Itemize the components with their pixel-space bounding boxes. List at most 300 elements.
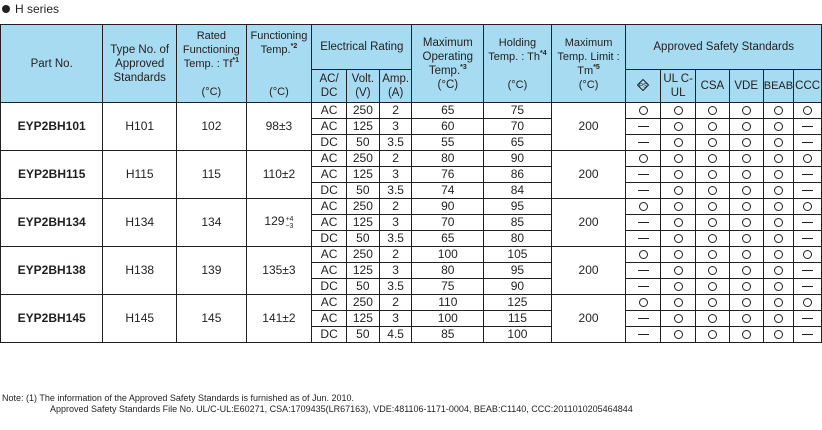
header-electrical-rating: Electrical Rating <box>312 25 412 70</box>
approved-circle-icon <box>774 282 783 291</box>
std-vde-cell <box>729 311 763 327</box>
header-std-ccc: CCC <box>794 70 822 103</box>
volt-cell: 125 <box>346 263 379 279</box>
approved-circle-icon <box>674 186 683 195</box>
header-std-beab: BEAB <box>763 70 794 103</box>
acdc-cell: AC <box>312 263 347 279</box>
header-amp: Amp. (A) <box>379 70 412 103</box>
header-part-no: Part No. <box>1 25 103 103</box>
header-type-no: Type No. of Approved Standards <box>103 25 177 103</box>
std-ul-cell <box>661 263 696 279</box>
max-temp-limit-cell: 200 <box>551 151 626 199</box>
approved-circle-icon <box>708 106 717 115</box>
std-ccc-cell <box>794 199 822 215</box>
approved-circle-icon <box>742 250 751 259</box>
not-approved-dash-icon <box>802 318 813 319</box>
std-pse-cell <box>626 103 661 119</box>
not-approved-dash-icon <box>802 190 813 191</box>
holding-temp-cell: 86 <box>484 167 552 183</box>
std-ul-cell <box>661 247 696 263</box>
spec-table <box>0 24 822 343</box>
holding-temp-cell: 100 <box>484 327 552 343</box>
tolerance-minus: −3 <box>285 223 294 230</box>
approved-circle-icon <box>674 202 683 211</box>
std-pse-cell <box>626 311 661 327</box>
approved-circle-icon <box>774 154 783 163</box>
approved-circle-icon <box>742 330 751 339</box>
amp-cell: 3 <box>379 215 412 231</box>
approved-circle-icon <box>742 234 751 243</box>
std-pse-cell <box>626 199 661 215</box>
header-std-pse <box>626 70 661 103</box>
std-pse-cell <box>626 295 661 311</box>
approved-circle-icon <box>674 154 683 163</box>
type-no-cell: H101 <box>103 103 177 151</box>
approved-circle-icon <box>708 314 717 323</box>
std-ccc-cell <box>794 119 822 135</box>
max-operating-temp-cell: 100 <box>412 311 484 327</box>
max-operating-temp-cell: 110 <box>412 295 484 311</box>
amp-cell: 3.5 <box>379 279 412 295</box>
bullet-icon <box>2 5 10 13</box>
not-approved-dash-icon <box>802 174 813 175</box>
approved-circle-icon <box>774 314 783 323</box>
std-vde-cell <box>729 327 763 343</box>
approved-circle-icon <box>803 250 812 259</box>
part-no-cell: EYP2BH145 <box>1 295 103 343</box>
std-csa-cell <box>696 183 730 199</box>
volt-cell: 250 <box>346 295 379 311</box>
amp-cell: 3 <box>379 119 412 135</box>
std-ccc-cell <box>794 183 822 199</box>
functioning-temp-value: 135±3 <box>262 263 296 277</box>
rated-temp-cell: 134 <box>177 199 247 247</box>
std-beab-cell <box>763 263 794 279</box>
volt-cell: 250 <box>346 103 379 119</box>
approved-circle-icon <box>708 266 717 275</box>
std-csa-cell <box>696 151 730 167</box>
holding-temp-cell: 125 <box>484 295 552 311</box>
std-csa-cell <box>696 247 730 263</box>
approved-circle-icon <box>742 170 751 179</box>
approved-circle-icon <box>774 330 783 339</box>
volt-cell: 125 <box>346 119 379 135</box>
acdc-cell: AC <box>312 151 347 167</box>
holding-temp-cell: 95 <box>484 199 552 215</box>
holding-temp-cell: 70 <box>484 119 552 135</box>
std-pse-cell <box>626 279 661 295</box>
part-no-cell: EYP2BH101 <box>1 103 103 151</box>
table-body <box>1 103 822 343</box>
approved-circle-icon <box>708 138 717 147</box>
rated-temp-cell: 145 <box>177 295 247 343</box>
std-pse-cell <box>626 167 661 183</box>
std-ul-cell <box>661 311 696 327</box>
acdc-cell: DC <box>312 231 347 247</box>
approved-circle-icon <box>774 234 783 243</box>
acdc-cell: DC <box>312 279 347 295</box>
std-ccc-cell <box>794 135 822 151</box>
not-approved-dash-icon <box>802 270 813 271</box>
std-ul-cell <box>661 119 696 135</box>
std-ccc-cell <box>794 167 822 183</box>
max-temp-limit-cell: 200 <box>551 247 626 295</box>
functioning-temp-cell <box>246 199 312 247</box>
std-vde-cell <box>729 183 763 199</box>
approved-circle-icon <box>742 218 751 227</box>
not-approved-dash-icon <box>638 174 649 175</box>
table-row <box>1 151 822 167</box>
std-csa-cell <box>696 215 730 231</box>
std-ccc-cell <box>794 263 822 279</box>
approved-circle-icon <box>639 298 648 307</box>
max-operating-temp-cell: 65 <box>412 231 484 247</box>
header-rated-temp: Rated Functioning Temp. : Tf$^{*1}$ (°C) <box>177 25 247 103</box>
holding-temp-cell: 75 <box>484 103 552 119</box>
approved-circle-icon <box>708 298 717 307</box>
approved-circle-icon <box>803 202 812 211</box>
std-vde-cell <box>729 215 763 231</box>
not-approved-dash-icon <box>638 142 649 143</box>
rated-temp-cell: 102 <box>177 103 247 151</box>
not-approved-dash-icon <box>802 334 813 335</box>
holding-temp-cell: 90 <box>484 151 552 167</box>
std-beab-cell <box>763 215 794 231</box>
std-vde-cell <box>729 103 763 119</box>
table-row <box>1 247 822 263</box>
std-beab-cell <box>763 135 794 151</box>
std-ccc-cell <box>794 279 822 295</box>
volt-cell: 125 <box>346 311 379 327</box>
amp-cell: 4.5 <box>379 327 412 343</box>
table-row <box>1 199 822 215</box>
amp-cell: 3.5 <box>379 183 412 199</box>
approved-circle-icon <box>742 138 751 147</box>
volt-cell: 50 <box>346 231 379 247</box>
header-functioning-temp: Functioning Temp.$^{*2}$ (°C) <box>246 25 312 103</box>
approved-circle-icon <box>742 186 751 195</box>
approved-circle-icon <box>774 170 783 179</box>
std-ul-cell <box>661 103 696 119</box>
holding-temp-cell: 80 <box>484 231 552 247</box>
volt-cell: 250 <box>346 247 379 263</box>
approved-circle-icon <box>708 330 717 339</box>
std-ul-cell <box>661 199 696 215</box>
volt-cell: 250 <box>346 151 379 167</box>
max-operating-temp-cell: 65 <box>412 103 484 119</box>
acdc-cell: AC <box>312 215 347 231</box>
acdc-cell: DC <box>312 327 347 343</box>
acdc-cell: AC <box>312 295 347 311</box>
rated-temp-cell: 115 <box>177 151 247 199</box>
approved-circle-icon <box>742 298 751 307</box>
std-pse-cell <box>626 119 661 135</box>
type-no-cell: H134 <box>103 199 177 247</box>
approved-circle-icon <box>774 138 783 147</box>
max-temp-limit-cell: 200 <box>551 199 626 247</box>
functioning-temp-value: 110±2 <box>262 167 296 181</box>
amp-cell: 3 <box>379 311 412 327</box>
approved-circle-icon <box>708 250 717 259</box>
approved-circle-icon <box>708 122 717 131</box>
approved-circle-icon <box>742 122 751 131</box>
std-ccc-cell <box>794 215 822 231</box>
std-beab-cell <box>763 119 794 135</box>
std-pse-cell <box>626 247 661 263</box>
approved-circle-icon <box>774 202 783 211</box>
not-approved-dash-icon <box>638 238 649 239</box>
acdc-cell: AC <box>312 119 347 135</box>
std-ccc-cell <box>794 103 822 119</box>
std-ul-cell <box>661 279 696 295</box>
acdc-cell: AC <box>312 103 347 119</box>
std-ul-cell <box>661 135 696 151</box>
approved-circle-icon <box>674 170 683 179</box>
std-ccc-cell <box>794 247 822 263</box>
holding-temp-cell: 115 <box>484 311 552 327</box>
approved-circle-icon <box>774 186 783 195</box>
approved-circle-icon <box>708 282 717 291</box>
std-beab-cell <box>763 183 794 199</box>
approved-circle-icon <box>674 282 683 291</box>
approved-circle-icon <box>708 170 717 179</box>
rated-temp-cell: 139 <box>177 247 247 295</box>
std-csa-cell <box>696 231 730 247</box>
approved-circle-icon <box>774 298 783 307</box>
not-approved-dash-icon <box>638 334 649 335</box>
not-approved-dash-icon <box>638 270 649 271</box>
volt-cell: 125 <box>346 215 379 231</box>
std-ul-cell <box>661 167 696 183</box>
std-pse-cell <box>626 327 661 343</box>
volt-cell: 50 <box>346 183 379 199</box>
holding-temp-cell: 65 <box>484 135 552 151</box>
series-title-text: H series <box>15 2 60 16</box>
amp-cell: 3.5 <box>379 231 412 247</box>
std-pse-cell <box>626 263 661 279</box>
functioning-temp-cell <box>246 151 312 199</box>
series-title <box>2 2 59 16</box>
acdc-cell: DC <box>312 135 347 151</box>
volt-cell: 250 <box>346 199 379 215</box>
std-pse-cell <box>626 135 661 151</box>
std-ccc-cell <box>794 231 822 247</box>
std-ul-cell <box>661 327 696 343</box>
std-vde-cell <box>729 247 763 263</box>
std-vde-cell <box>729 263 763 279</box>
header-approved-standards: Approved Safety Standards <box>626 25 822 70</box>
std-pse-cell <box>626 151 661 167</box>
acdc-cell: AC <box>312 199 347 215</box>
max-operating-temp-cell: 90 <box>412 199 484 215</box>
functioning-temp-value: 141±2 <box>262 311 296 325</box>
footnote <box>2 393 633 415</box>
std-beab-cell <box>763 231 794 247</box>
not-approved-dash-icon <box>638 126 649 127</box>
std-beab-cell <box>763 295 794 311</box>
std-pse-cell <box>626 231 661 247</box>
type-no-cell: H115 <box>103 151 177 199</box>
std-csa-cell <box>696 279 730 295</box>
footnote-line-2: Approved Safety Standards File No. UL/C-UL:E60271, CSA:1709435(LR67163), VDE:481106-1171-0004, BEAB:C1140, CCC:2011010205464844 <box>50 404 633 414</box>
approved-circle-icon <box>708 154 717 163</box>
amp-cell: 3.5 <box>379 135 412 151</box>
volt-cell: 50 <box>346 135 379 151</box>
approved-circle-icon <box>742 106 751 115</box>
std-ul-cell <box>661 151 696 167</box>
approved-circle-icon <box>803 154 812 163</box>
std-beab-cell <box>763 311 794 327</box>
approved-circle-icon <box>639 202 648 211</box>
svg-text:PS: PS <box>639 83 648 90</box>
std-ul-cell <box>661 231 696 247</box>
amp-cell: 2 <box>379 247 412 263</box>
std-beab-cell <box>763 279 794 295</box>
std-beab-cell <box>763 167 794 183</box>
part-no-cell: EYP2BH134 <box>1 199 103 247</box>
acdc-cell: AC <box>312 247 347 263</box>
approved-circle-icon <box>742 154 751 163</box>
approved-circle-icon <box>774 266 783 275</box>
approved-circle-icon <box>803 106 812 115</box>
std-csa-cell <box>696 103 730 119</box>
amp-cell: 2 <box>379 103 412 119</box>
tolerance-plus: +4 <box>285 216 294 223</box>
amp-cell: 3 <box>379 167 412 183</box>
not-approved-dash-icon <box>802 286 813 287</box>
std-vde-cell <box>729 295 763 311</box>
amp-cell: 2 <box>379 151 412 167</box>
header-max-operating-temp: Maximum Operating Temp.$^{*3}$ (°C) <box>412 25 484 103</box>
approved-circle-icon <box>674 122 683 131</box>
part-no-cell: EYP2BH138 <box>1 247 103 295</box>
volt-cell: 125 <box>346 167 379 183</box>
max-operating-temp-cell: 55 <box>412 135 484 151</box>
volt-cell: 50 <box>346 279 379 295</box>
header-max-temp-limit: Maximum Temp. Limit : Tm$^{*5}$ (°C) <box>551 25 626 103</box>
max-operating-temp-cell: 75 <box>412 279 484 295</box>
std-vde-cell <box>729 199 763 215</box>
max-operating-temp-cell: 74 <box>412 183 484 199</box>
std-vde-cell <box>729 135 763 151</box>
approved-circle-icon <box>774 218 783 227</box>
max-temp-limit-cell: 200 <box>551 103 626 151</box>
max-operating-temp-cell: 80 <box>412 151 484 167</box>
header-volt: Volt. (V) <box>346 70 379 103</box>
std-beab-cell <box>763 199 794 215</box>
std-ul-cell <box>661 215 696 231</box>
not-approved-dash-icon <box>802 238 813 239</box>
amp-cell: 2 <box>379 199 412 215</box>
holding-temp-cell: 85 <box>484 215 552 231</box>
approved-circle-icon <box>674 234 683 243</box>
not-approved-dash-icon <box>802 222 813 223</box>
max-operating-temp-cell: 100 <box>412 247 484 263</box>
not-approved-dash-icon <box>638 222 649 223</box>
approved-circle-icon <box>742 282 751 291</box>
std-ccc-cell <box>794 151 822 167</box>
approved-circle-icon <box>742 314 751 323</box>
approved-circle-icon <box>774 122 783 131</box>
std-vde-cell <box>729 151 763 167</box>
approved-circle-icon <box>674 266 683 275</box>
header-acdc: AC/ DC <box>312 70 347 103</box>
std-csa-cell <box>696 263 730 279</box>
std-csa-cell <box>696 311 730 327</box>
functioning-temp-value: 98±3 <box>265 119 293 133</box>
approved-circle-icon <box>803 298 812 307</box>
std-pse-cell <box>626 215 661 231</box>
std-csa-cell <box>696 199 730 215</box>
approved-circle-icon <box>674 218 683 227</box>
std-beab-cell <box>763 103 794 119</box>
amp-cell: 2 <box>379 295 412 311</box>
type-no-cell: H145 <box>103 295 177 343</box>
holding-temp-cell: 84 <box>484 183 552 199</box>
std-csa-cell <box>696 119 730 135</box>
approved-circle-icon <box>674 106 683 115</box>
std-ccc-cell <box>794 295 822 311</box>
std-beab-cell <box>763 151 794 167</box>
type-no-cell: H138 <box>103 247 177 295</box>
max-operating-temp-cell: 85 <box>412 327 484 343</box>
approved-circle-icon <box>639 154 648 163</box>
approved-circle-icon <box>774 106 783 115</box>
header-std-vde: VDE <box>729 70 763 103</box>
not-approved-dash-icon <box>802 142 813 143</box>
acdc-cell: AC <box>312 311 347 327</box>
approved-circle-icon <box>708 186 717 195</box>
std-csa-cell <box>696 135 730 151</box>
table-row <box>1 295 822 311</box>
functioning-temp-cell <box>246 103 312 151</box>
approved-circle-icon <box>674 298 683 307</box>
not-approved-dash-icon <box>638 318 649 319</box>
std-vde-cell <box>729 119 763 135</box>
std-beab-cell <box>763 247 794 263</box>
approved-circle-icon <box>708 218 717 227</box>
not-approved-dash-icon <box>802 126 813 127</box>
max-operating-temp-cell: 60 <box>412 119 484 135</box>
std-ul-cell <box>661 183 696 199</box>
std-vde-cell <box>729 167 763 183</box>
std-vde-cell <box>729 279 763 295</box>
approved-circle-icon <box>674 250 683 259</box>
approved-circle-icon <box>708 234 717 243</box>
header-std-csa: CSA <box>696 70 730 103</box>
holding-temp-cell: 95 <box>484 263 552 279</box>
functioning-temp-value: 129 <box>264 214 285 228</box>
approved-circle-icon <box>708 202 717 211</box>
approved-circle-icon <box>742 266 751 275</box>
approved-circle-icon <box>774 250 783 259</box>
functioning-temp-cell <box>246 247 312 295</box>
std-ccc-cell <box>794 327 822 343</box>
not-approved-dash-icon <box>638 190 649 191</box>
approved-circle-icon <box>742 202 751 211</box>
amp-cell: 3 <box>379 263 412 279</box>
max-operating-temp-cell: 76 <box>412 167 484 183</box>
approved-circle-icon <box>639 250 648 259</box>
max-operating-temp-cell: 70 <box>412 215 484 231</box>
header-holding-temp: Holding Temp. : Th$^{*4}$ (°C) <box>484 25 552 103</box>
max-operating-temp-cell: 80 <box>412 263 484 279</box>
std-csa-cell <box>696 295 730 311</box>
approved-circle-icon <box>639 106 648 115</box>
std-ccc-cell <box>794 311 822 327</box>
std-csa-cell <box>696 327 730 343</box>
part-no-cell: EYP2BH115 <box>1 151 103 199</box>
